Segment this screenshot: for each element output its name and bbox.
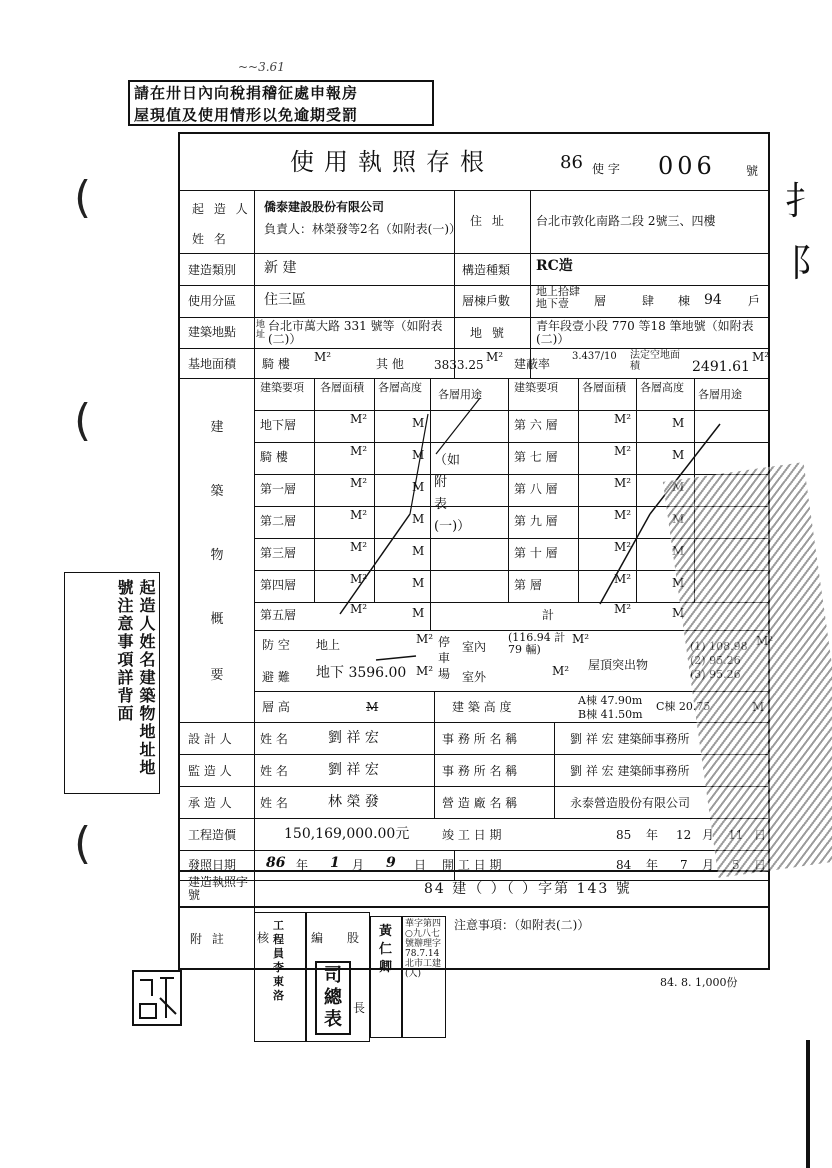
start-day: 5 bbox=[732, 858, 740, 872]
row-left-floor-5: 第五層 bbox=[260, 608, 297, 622]
unit-height-r5: M bbox=[672, 544, 685, 558]
side-note-stamp bbox=[64, 572, 160, 794]
license-label: 建造執照字號 bbox=[188, 875, 249, 902]
attachments-label: 附 註 bbox=[190, 932, 227, 946]
reference-stamp-box bbox=[402, 916, 446, 1038]
contractor-name: 林 榮 發 bbox=[328, 794, 379, 810]
floors-below: 地下壹 bbox=[536, 297, 569, 310]
location-prefix: 地址 bbox=[256, 320, 266, 340]
supervisor-name: 劉 祥 宏 bbox=[328, 762, 379, 778]
cost-label: 工程造價 bbox=[188, 828, 237, 842]
col-label-4: 長 bbox=[353, 1001, 366, 1015]
roof-value-1: (1) 108.98 bbox=[690, 640, 748, 653]
designer-name: 劉 祥 宏 bbox=[328, 730, 379, 746]
completion-year: 85 bbox=[616, 828, 632, 842]
shelter-label: 防 空 bbox=[262, 638, 290, 652]
unit-area-r3: M² bbox=[614, 476, 632, 490]
row-left-floor-4: 第四層 bbox=[260, 578, 297, 592]
building-height-b: B棟 41.50m bbox=[578, 708, 643, 721]
roof-value-2: (2) 95.26 bbox=[690, 654, 741, 667]
coverage-label: 建蔽率 bbox=[514, 357, 551, 371]
section-label-2: 築 bbox=[210, 484, 224, 499]
unit-height-l4: M bbox=[412, 512, 425, 526]
category-value: 新 建 bbox=[264, 260, 297, 276]
unit-height-r2: M bbox=[672, 448, 685, 462]
unit-height-r4: M bbox=[672, 512, 685, 526]
header-left-3: 各層高度 bbox=[378, 381, 422, 394]
permit-year: 86 bbox=[560, 152, 583, 173]
issue-year-unit: 年 bbox=[296, 858, 309, 872]
roof-unit: M² bbox=[756, 634, 774, 648]
other-area-unit: M² bbox=[486, 350, 504, 364]
section-label-1: 建 bbox=[210, 420, 224, 435]
address-label: 住 址 bbox=[470, 214, 507, 228]
tax-reminder-stamp bbox=[128, 80, 434, 126]
attachments-note: 注意事項：（如附表(二)） bbox=[454, 918, 590, 932]
section-label-5: 要 bbox=[210, 668, 224, 683]
row-left-floor-1: 第一層 bbox=[260, 482, 297, 496]
start-month: 7 bbox=[680, 858, 688, 872]
license-row bbox=[178, 872, 770, 908]
buildings-count: 肆 bbox=[642, 294, 655, 308]
officer-stamp: 工程員李東洛 bbox=[273, 919, 284, 1002]
completion-day-unit: 日 bbox=[754, 828, 767, 842]
coverage-value: 3.437/10 bbox=[572, 351, 617, 362]
header-right-2: 各層面積 bbox=[582, 381, 626, 394]
cost-value: 150,169,000.00元 bbox=[284, 826, 410, 842]
issue-date-label: 發照日期 bbox=[188, 858, 237, 872]
unit-height-r3: M bbox=[672, 480, 685, 494]
col-label-2: 編 bbox=[311, 931, 324, 945]
chief-seal-box bbox=[370, 916, 402, 1038]
reference-stamp: 華字第四○九八七號辦理字 78.7.14 北市工建(人) bbox=[405, 919, 442, 979]
designer-org: 劉 祥 宏 建築師事務所 bbox=[570, 732, 690, 746]
other-area-value: 3833.25 bbox=[434, 358, 484, 372]
completion-day: 11 bbox=[728, 828, 744, 842]
row-right-total: 計 bbox=[542, 608, 555, 622]
supervisor-name-label: 姓 名 bbox=[260, 764, 288, 778]
applicant-address: 台北市敦化南路二段 2號三、四樓 bbox=[536, 214, 716, 228]
building-height-a: A棟 47.90m bbox=[578, 694, 643, 707]
header-right-3: 各層高度 bbox=[640, 381, 684, 394]
households-count: 94 bbox=[704, 292, 722, 308]
completion-year-unit: 年 bbox=[646, 828, 659, 842]
stamp-line-2: 屋現值及使用情形以免逾期受罰 bbox=[134, 106, 359, 124]
structure-label: 構造種類 bbox=[462, 263, 511, 277]
row-right-floor-9: 第 九 層 bbox=[514, 514, 558, 528]
unit-area-r2: M² bbox=[614, 444, 632, 458]
row-right-floor-6: 第 六 層 bbox=[514, 418, 558, 432]
completion-month-unit: 月 bbox=[702, 828, 715, 842]
unit-area-l1: M² bbox=[350, 412, 368, 426]
start-month-unit: 月 bbox=[702, 858, 715, 872]
arcade-area-value: M² bbox=[314, 350, 332, 364]
official-seal: 司總表 bbox=[315, 961, 351, 1035]
unit-height-r7: M bbox=[672, 606, 685, 620]
evac-label: 避 難 bbox=[262, 670, 290, 684]
print-info: 84. 8. 1,000份 bbox=[660, 976, 738, 989]
unit-height-l3: M bbox=[412, 480, 425, 494]
punch-hole-bottom: ( bbox=[74, 818, 92, 869]
unit-area-r6: M² bbox=[614, 572, 632, 586]
start-day-unit: 日 bbox=[754, 858, 767, 872]
unit-height-l2: M bbox=[412, 448, 425, 462]
row-left-floor-3: 第三層 bbox=[260, 546, 297, 560]
contractor-role: 承 造 人 bbox=[188, 796, 232, 810]
header-left-4: 各層用途 bbox=[438, 388, 482, 401]
unit-area-l5: M² bbox=[350, 540, 368, 554]
punch-hole-top: ( bbox=[74, 172, 92, 223]
floor-height-value: M bbox=[366, 700, 379, 714]
indoor-value: (116.94 計79 輛) bbox=[508, 631, 566, 656]
zoning-value: 住三區 bbox=[264, 292, 306, 308]
unit-area-l7: M² bbox=[350, 602, 368, 616]
header-right-4: 各層用途 bbox=[698, 388, 742, 401]
unit-height-r6: M bbox=[672, 576, 685, 590]
supervisor-org-label: 事 務 所 名 稱 bbox=[442, 764, 518, 778]
completion-month: 12 bbox=[676, 828, 692, 842]
shelter-unit: M² bbox=[416, 632, 434, 646]
start-date-label: 開 工 日 期 bbox=[442, 858, 502, 872]
roof-label: 屋頂突出物 bbox=[588, 658, 649, 672]
small-seal-mark bbox=[130, 968, 184, 1028]
unit-area-l2: M² bbox=[350, 444, 368, 458]
start-year-unit: 年 bbox=[646, 858, 659, 872]
floors-label: 層棟戶數 bbox=[462, 294, 511, 308]
parking-label: 停車場 bbox=[438, 635, 451, 681]
supervisor-role: 監 造 人 bbox=[188, 764, 232, 778]
floors-unit: 層 bbox=[594, 294, 607, 308]
row-left-basement: 地下層 bbox=[260, 418, 297, 432]
designer-org-label: 事 務 所 名 稱 bbox=[442, 732, 518, 746]
unit-height-l1: M bbox=[412, 416, 425, 430]
issue-year: 86 bbox=[266, 855, 286, 871]
supervisor-org: 劉 祥 宏 建築師事務所 bbox=[570, 764, 690, 778]
households-unit: 戶 bbox=[748, 294, 761, 308]
permit-suffix: 號 bbox=[746, 164, 759, 178]
unit-height-r1: M bbox=[672, 416, 685, 430]
issue-month: 1 bbox=[330, 855, 340, 871]
indoor-label: 室內 bbox=[462, 640, 487, 654]
lot-value: 青年段壹小段 770 等18 筆地號（如附表(二)） bbox=[536, 319, 754, 346]
unit-area-l4: M² bbox=[350, 508, 368, 522]
building-height-unit: M bbox=[752, 700, 765, 714]
location-value: 台北市萬大路 331 號等（如附表(二)） bbox=[268, 319, 443, 346]
document-number: ~~3.61 bbox=[238, 60, 285, 74]
indoor-unit: M² bbox=[572, 632, 590, 646]
punch-hole-middle: ( bbox=[74, 395, 92, 446]
contractor-name-label: 姓 名 bbox=[260, 796, 288, 810]
outdoor-unit: M² bbox=[552, 664, 570, 678]
evac-below: 地下 3596.00 bbox=[316, 665, 407, 681]
row-left-floor-2: 第二層 bbox=[260, 514, 297, 528]
applicant-representative: 負責人：林榮發等2名（如附表(一)） bbox=[264, 222, 461, 236]
col-label-1: 核 bbox=[257, 931, 270, 945]
issue-month-unit: 月 bbox=[352, 858, 365, 872]
section-label-3: 物 bbox=[210, 548, 224, 563]
site-area-label: 基地面積 bbox=[188, 357, 237, 371]
unit-area-r5: M² bbox=[614, 540, 632, 554]
roof-value-3: (3) 95.26 bbox=[690, 668, 741, 681]
header-right-1: 建築要項 bbox=[514, 381, 558, 394]
row-right-floor-10: 第 十 層 bbox=[514, 546, 558, 560]
applicant-label-1: 起 造 人 bbox=[192, 202, 251, 216]
chief-stamp: 黃仁卿 bbox=[379, 924, 393, 975]
issue-day-unit: 日 bbox=[414, 858, 427, 872]
officer-seal-box bbox=[254, 912, 306, 1042]
shelter-above: 地上 bbox=[316, 638, 341, 652]
right-margin-glyph-2: 阝 bbox=[790, 241, 829, 285]
right-margin-glyph-1: 扌 bbox=[785, 179, 824, 223]
buildings-unit: 棟 bbox=[678, 294, 691, 308]
section-label-4: 概 bbox=[210, 612, 224, 627]
row-right-floor-7: 第 七 層 bbox=[514, 450, 558, 464]
designer-role: 設 計 人 bbox=[188, 732, 232, 746]
unit-area-r7: M² bbox=[614, 602, 632, 616]
open-space-value: 2491.61 bbox=[692, 359, 750, 375]
outdoor-label: 室外 bbox=[462, 670, 487, 684]
lot-label: 地 號 bbox=[470, 326, 507, 340]
unit-area-r4: M² bbox=[614, 508, 632, 522]
issue-day: 9 bbox=[386, 855, 396, 871]
contractor-org: 永泰營造股份有限公司 bbox=[570, 796, 691, 810]
section-seal-box bbox=[306, 912, 370, 1042]
unit-height-l5: M bbox=[412, 544, 425, 558]
category-label: 建造類別 bbox=[188, 263, 237, 277]
zoning-label: 使用分區 bbox=[188, 294, 237, 308]
row-left-arcade: 騎 樓 bbox=[260, 450, 288, 464]
stamp-line-1: 請在卅日內向稅捐稽征處申報房 bbox=[134, 84, 359, 102]
open-space-label: 法定空地面積 bbox=[630, 350, 680, 372]
permit-type: 使 字 bbox=[592, 162, 620, 176]
structure-value: RC造 bbox=[536, 258, 573, 274]
unit-area-l3: M² bbox=[350, 476, 368, 490]
license-value: 84 建（ ）（ ）字第 143 號 bbox=[424, 881, 632, 897]
unit-height-l6: M bbox=[412, 576, 425, 590]
right-edge-line bbox=[806, 1040, 810, 1168]
floors-above: 地上拾肆 bbox=[536, 285, 580, 298]
open-space-unit: M² bbox=[752, 350, 770, 364]
col-label-3: 股 bbox=[347, 931, 360, 945]
usage-note: （如附表(一)） bbox=[434, 453, 471, 534]
applicant-label-2: 姓 名 bbox=[192, 232, 229, 246]
contractor-org-label: 營 造 廠 名 稱 bbox=[442, 796, 518, 810]
evac-unit: M² bbox=[416, 664, 434, 678]
floor-height-label: 層 高 bbox=[262, 700, 290, 714]
location-label: 建築地點 bbox=[188, 325, 237, 339]
building-height-c: C棟 20.75 bbox=[656, 700, 711, 713]
unit-area-r1: M² bbox=[614, 412, 632, 426]
row-right-floor-blank: 第 層 bbox=[514, 578, 542, 592]
unit-area-l6: M² bbox=[350, 572, 368, 586]
side-note-text: 起造人姓名建築物地址地號注意事項詳背面 bbox=[115, 579, 156, 777]
designer-name-label: 姓 名 bbox=[260, 732, 288, 746]
other-area-label: 其 他 bbox=[376, 357, 404, 371]
permit-number: 006 bbox=[658, 152, 716, 180]
header-left-2: 各層面積 bbox=[320, 381, 364, 394]
arcade-area-label: 騎 樓 bbox=[262, 357, 290, 371]
completion-label: 竣 工 日 期 bbox=[442, 828, 502, 842]
form-title: 使用執照存根 bbox=[290, 148, 494, 176]
header-left-1: 建築要項 bbox=[260, 381, 304, 394]
applicant-company: 僑泰建設股份有限公司 bbox=[264, 200, 385, 214]
unit-height-l7: M bbox=[412, 606, 425, 620]
row-right-floor-8: 第 八 層 bbox=[514, 482, 558, 496]
building-height-label: 建 築 高 度 bbox=[452, 700, 512, 714]
start-year: 84 bbox=[616, 858, 632, 872]
